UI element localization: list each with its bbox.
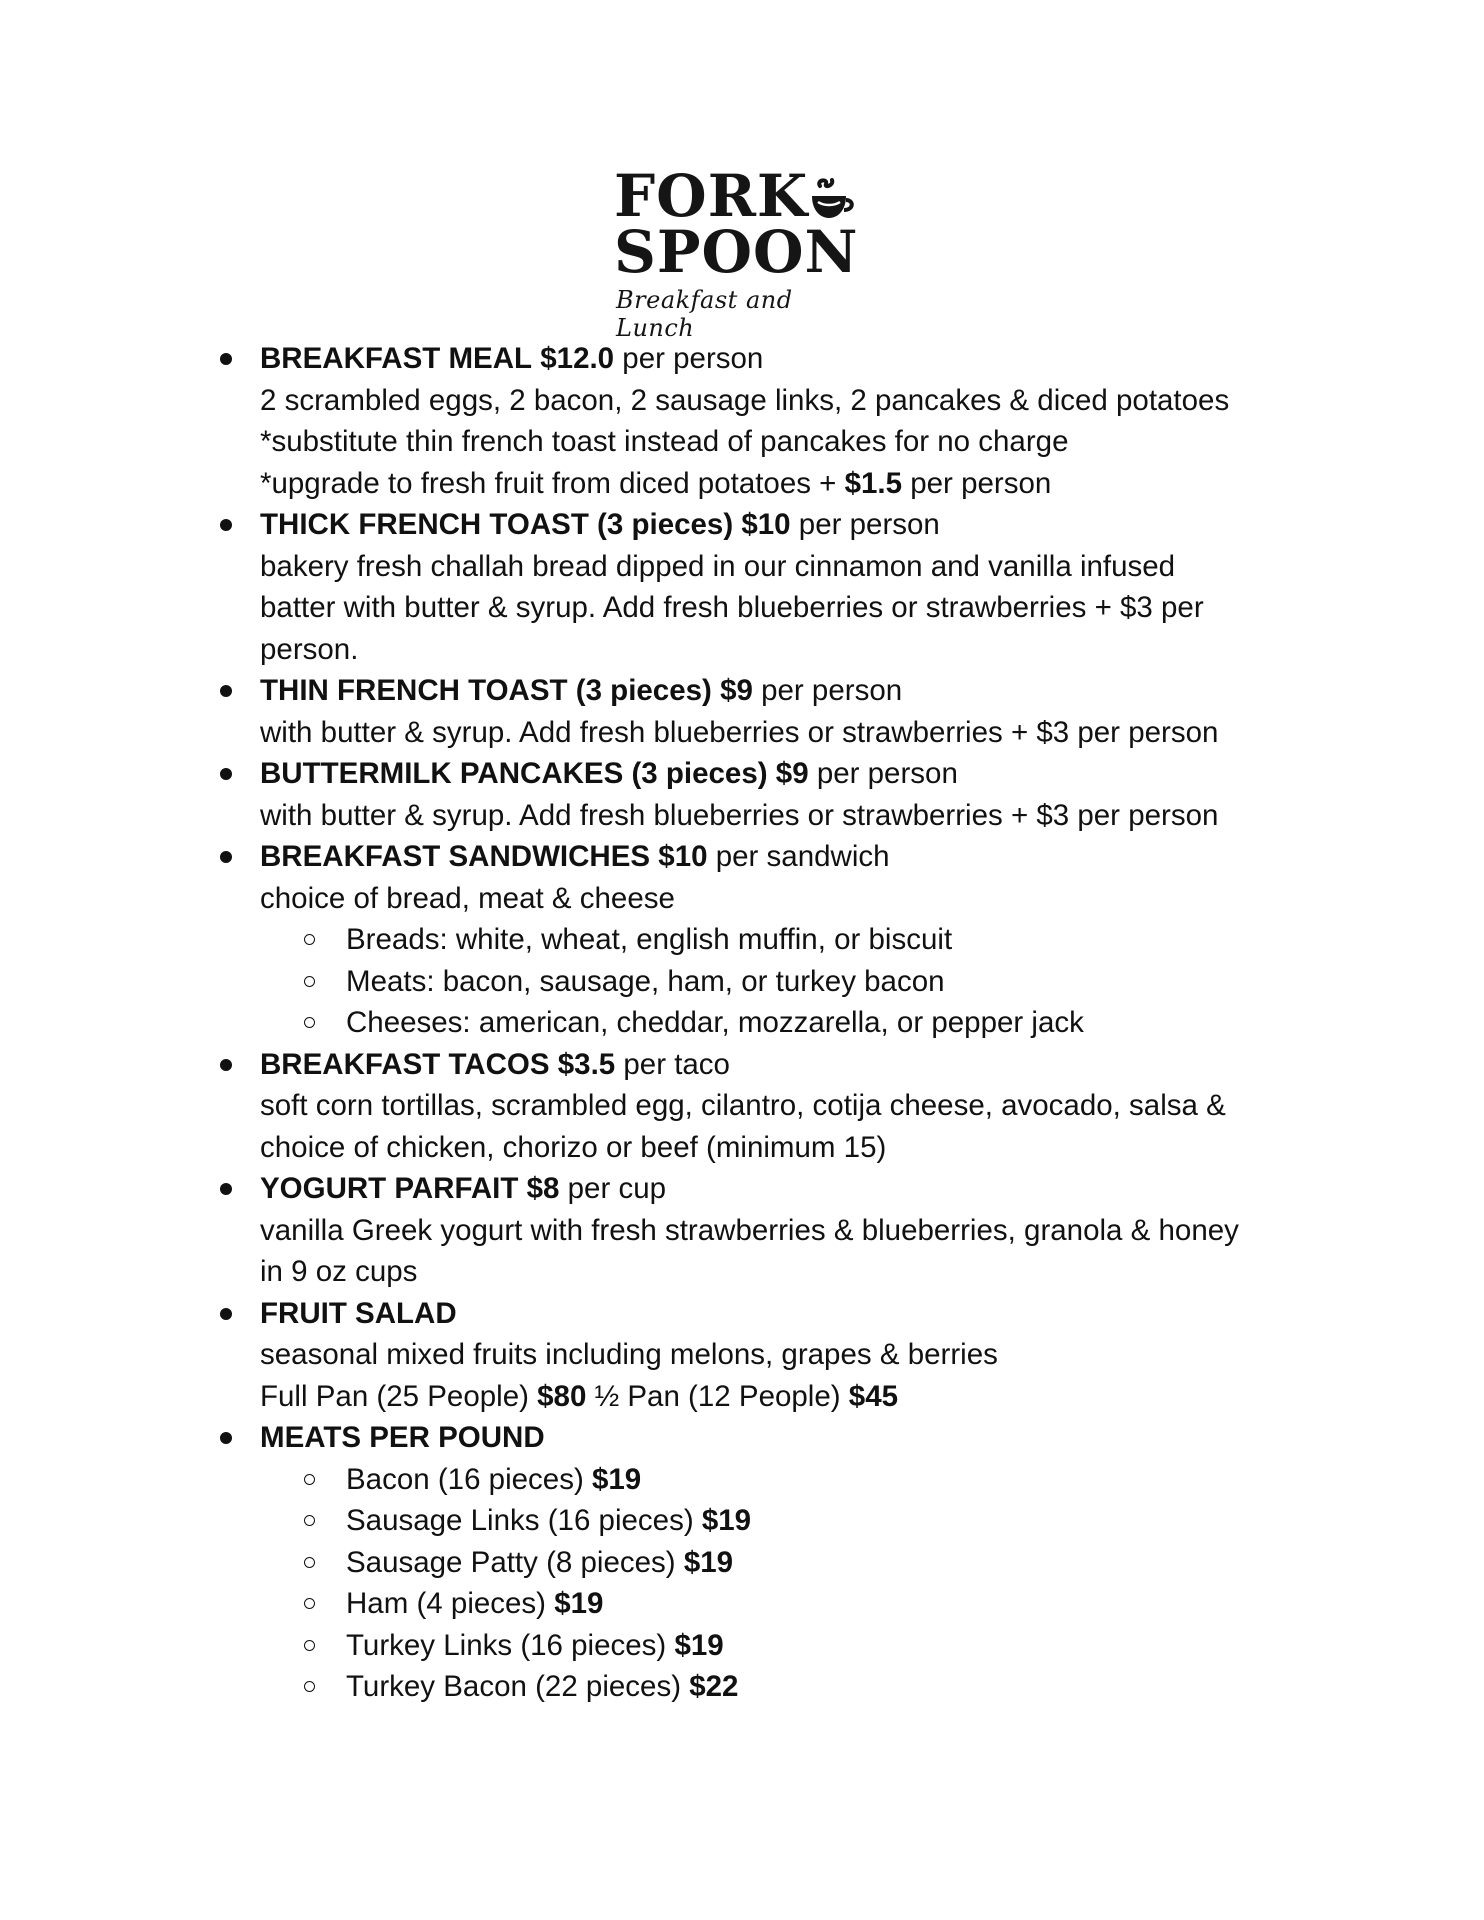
- item-note: *upgrade to fresh fruit from diced potatoes + $1.5 per person: [260, 466, 1052, 500]
- menu-item-fruit-salad: [218, 1293, 1348, 1418]
- meat-item: Sausage Patty (8 pieces) $19: [218, 1542, 1348, 1584]
- item-description: choice of chicken, chorizo or beef (minimum 15): [260, 1130, 887, 1164]
- menu-item-breakfast-meal: [218, 338, 1348, 504]
- item-unit: per cup: [567, 1172, 667, 1205]
- item-unit: per person: [622, 342, 764, 375]
- menu-item-buttermilk-pancakes: [218, 753, 1348, 836]
- menu-item-yogurt-parfait: [218, 1168, 1348, 1293]
- item-name: THICK FRENCH TOAST (3 pieces): [260, 508, 734, 541]
- item-name: BREAKFAST MEAL: [260, 342, 533, 375]
- item-description: in 9 oz cups: [260, 1255, 418, 1288]
- item-heading: [260, 504, 1348, 546]
- item-name: BUTTERMILK PANCAKES (3 pieces): [260, 757, 768, 790]
- menu-item-meats-per-pound: [218, 1417, 1348, 1459]
- item-heading: [260, 836, 1348, 878]
- item-name: BREAKFAST TACOS: [260, 1047, 550, 1081]
- item-name: FRUIT SALAD: [260, 1296, 457, 1330]
- item-heading: [260, 670, 1348, 712]
- item-price: $9: [775, 757, 809, 790]
- item-pan-prices: Full Pan (25 People) $80 ½ Pan (12 People) $45: [260, 1379, 899, 1413]
- item-description: with butter & syrup. Add fresh blueberries or strawberries + $3 per person: [260, 798, 1219, 832]
- item-name: MEATS PER POUND: [260, 1421, 545, 1454]
- item-heading: [260, 1168, 1348, 1210]
- item-note: *substitute thin french toast instead of pancakes for no charge: [260, 425, 1069, 458]
- menu-item-thin-french-toast: [218, 670, 1348, 753]
- meat-item: Sausage Links (16 pieces) $19: [218, 1500, 1348, 1542]
- logo: [610, 162, 870, 342]
- full-pan-price: $80: [537, 1379, 587, 1413]
- meat-item: Turkey Links (16 pieces) $19: [218, 1625, 1348, 1667]
- coffee-cup-icon: [806, 176, 858, 222]
- menu-item-breakfast-sandwiches: [218, 836, 1348, 919]
- item-price: $9: [720, 674, 753, 707]
- item-name: YOGURT PARFAIT: [260, 1172, 519, 1205]
- menu-list: [218, 338, 1348, 1708]
- item-description: bakery fresh challah bread dipped in our cinnamon and vanilla infused: [260, 549, 1176, 583]
- item-price: $3.5: [557, 1047, 616, 1081]
- item-description: seasonal mixed fruits including melons, grapes & berries: [260, 1338, 998, 1371]
- item-description: choice of bread, meat & cheese: [260, 881, 675, 915]
- item-price: $10: [658, 840, 708, 873]
- item-description: 2 scrambled eggs, 2 bacon, 2 sausage links, 2 pancakes & diced potatoes: [260, 383, 1230, 417]
- item-unit: per taco: [623, 1047, 730, 1081]
- meat-item: Bacon (16 pieces) $19: [218, 1459, 1348, 1501]
- sandwich-option-breads: Breads: white, wheat, english muffin, or biscuit: [218, 919, 1348, 961]
- sandwich-option-meats: Meats: bacon, sausage, ham, or turkey bacon: [218, 961, 1348, 1003]
- item-description: vanilla Greek yogurt with fresh strawberries & blueberries, granola & honey: [260, 1213, 1239, 1247]
- item-price: $10: [741, 508, 791, 541]
- menu-item-thick-french-toast: [218, 504, 1348, 670]
- half-pan-price: $45: [848, 1379, 899, 1413]
- meat-item: Turkey Bacon (22 pieces) $22: [218, 1666, 1348, 1708]
- logo-tagline: Breakfast and Lunch: [616, 286, 793, 342]
- upgrade-price: $1.5: [844, 466, 903, 500]
- item-unit: per sandwich: [715, 840, 890, 873]
- item-description: person.: [260, 632, 359, 666]
- item-price: $8: [526, 1172, 560, 1205]
- meat-item: Ham (4 pieces) $19: [218, 1583, 1348, 1625]
- item-unit: per person: [798, 508, 940, 541]
- item-price: $12.0: [540, 342, 615, 375]
- item-heading: [260, 753, 1348, 795]
- menu-item-breakfast-tacos: [218, 1044, 1348, 1169]
- item-name: THIN FRENCH TOAST (3 pieces): [260, 674, 712, 707]
- item-heading: [260, 338, 1348, 380]
- item-description: soft corn tortillas, scrambled egg, cilantro, cotija cheese, avocado, salsa &: [260, 1089, 1226, 1122]
- sandwich-option-cheeses: Cheeses: american, cheddar, mozzarella, or pepper jack: [218, 1002, 1348, 1044]
- item-heading: [260, 1044, 1348, 1086]
- logo-line-1: FORK: [614, 162, 809, 230]
- item-unit: per person: [761, 674, 903, 707]
- item-unit: per person: [816, 757, 958, 790]
- item-description: with butter & syrup. Add fresh blueberries or strawberries + $3 per person: [260, 715, 1219, 749]
- item-description: batter with butter & syrup. Add fresh blueberries or strawberries + $3 per: [260, 591, 1204, 624]
- logo-line-2: SPOON: [614, 218, 859, 286]
- item-name: BREAKFAST SANDWICHES: [260, 840, 651, 873]
